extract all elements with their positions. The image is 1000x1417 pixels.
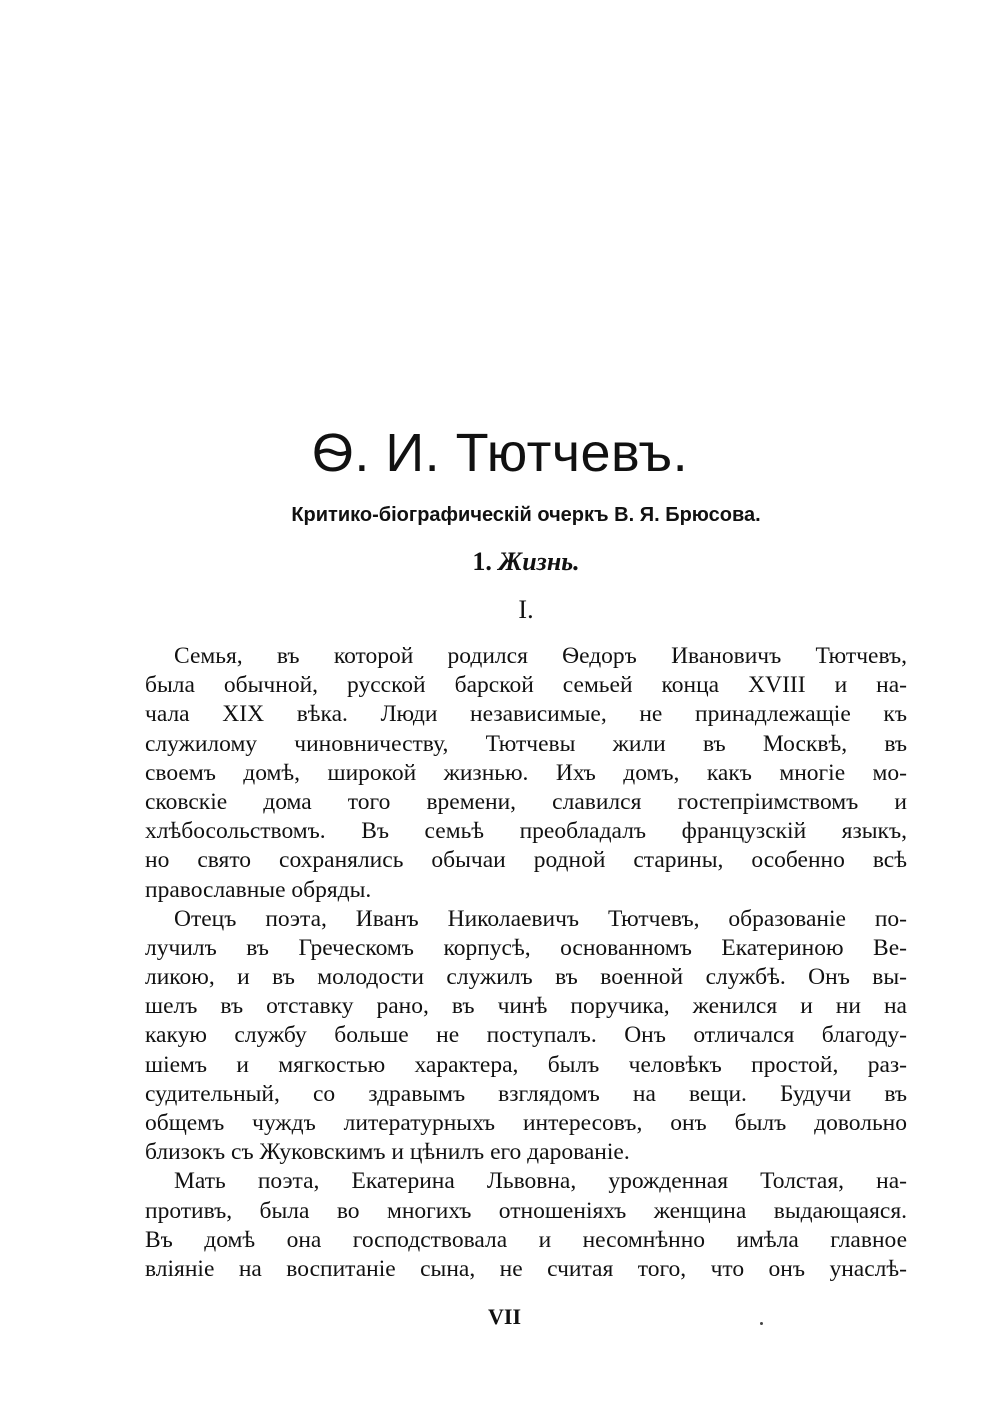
paragraph-3 — [145, 1167, 907, 1284]
text-line: общемъ чуждъ литературныхъ интересовъ, онъ былъ довольно — [145, 1110, 907, 1136]
section-title: Жизнь. — [498, 547, 580, 576]
text-line: противъ, была во многихъ отношеніяхъ женщина выдающаяся. — [145, 1197, 907, 1224]
text-line: шелъ въ отставку рано, въ чинѣ поручика, женился и ни на — [145, 993, 907, 1020]
text-line: чала XIX вѣка. Люди независимые, не принадлежащіе къ — [145, 701, 907, 728]
paragraph-2 — [145, 905, 907, 1168]
page-title: Ѳ. И. Тютчевъ. — [311, 423, 689, 483]
text-line: Отецъ поэта, Иванъ Николаевичъ Тютчевъ, образованіе по- — [174, 905, 907, 932]
text-line: Семья, въ которой родился Ѳедоръ Ивановичъ Тютчевъ, — [174, 643, 907, 669]
text-line: лучилъ въ Греческомъ корпусѣ, основанномъ Екатериною Ве- — [145, 934, 907, 961]
text-line: судительный, со здравымъ взглядомъ на вещи. Будучи въ — [145, 1080, 907, 1107]
section-heading — [0, 544, 1000, 580]
text-line: близокъ съ Жуковскимъ и цѣнилъ его дарованіе. — [145, 1139, 630, 1166]
text-line: сковскіе дома того времени, славился гостепріимствомъ и — [145, 788, 907, 815]
chapter-numeral: I. — [518, 595, 534, 624]
text-line: но свято сохранялись обычаи родной старины, особенно всѣ — [145, 847, 907, 874]
text-line: Мать поэта, Екатерина Львовна, урожденная Толстая, на- — [174, 1168, 907, 1195]
paragraph-1 — [145, 642, 907, 905]
text-line: какую службу больше не поступалъ. Онъ отличался благоду- — [145, 1022, 907, 1049]
text-line: вліяніе на воспитаніе сына, не считая того, что онъ унаслѣ- — [145, 1255, 907, 1282]
text-line: служилому чиновничеству, Тютчевы жили въ Москвѣ, въ — [145, 730, 907, 757]
text-line: шіемъ и мягкостью характера, былъ человѣкъ простой, раз- — [145, 1051, 907, 1078]
body-text — [145, 642, 907, 1284]
page-number: VII — [488, 1304, 522, 1329]
text-line: была обычной, русской барской семьей конца XVIII и на- — [145, 672, 907, 699]
section-number: 1. — [472, 547, 492, 576]
text-line: православные обряды. — [145, 876, 372, 903]
print-speck — [760, 1322, 763, 1325]
subtitle: Критико-біографическій очеркъ В. Я. Брюсова. — [291, 504, 761, 526]
text-line: ликою, и въ молодости служилъ въ военной службѣ. Онъ вы- — [145, 964, 907, 991]
text-line: своемъ домѣ, широкой жизнью. Ихъ домъ, какъ многіе мо- — [145, 759, 907, 786]
text-line: хлѣбосольствомъ. Въ семьѣ преобладалъ французскій языкъ, — [145, 818, 907, 845]
text-line: Въ домѣ она господствовала и несомнѣнно имѣла главное — [145, 1226, 907, 1253]
